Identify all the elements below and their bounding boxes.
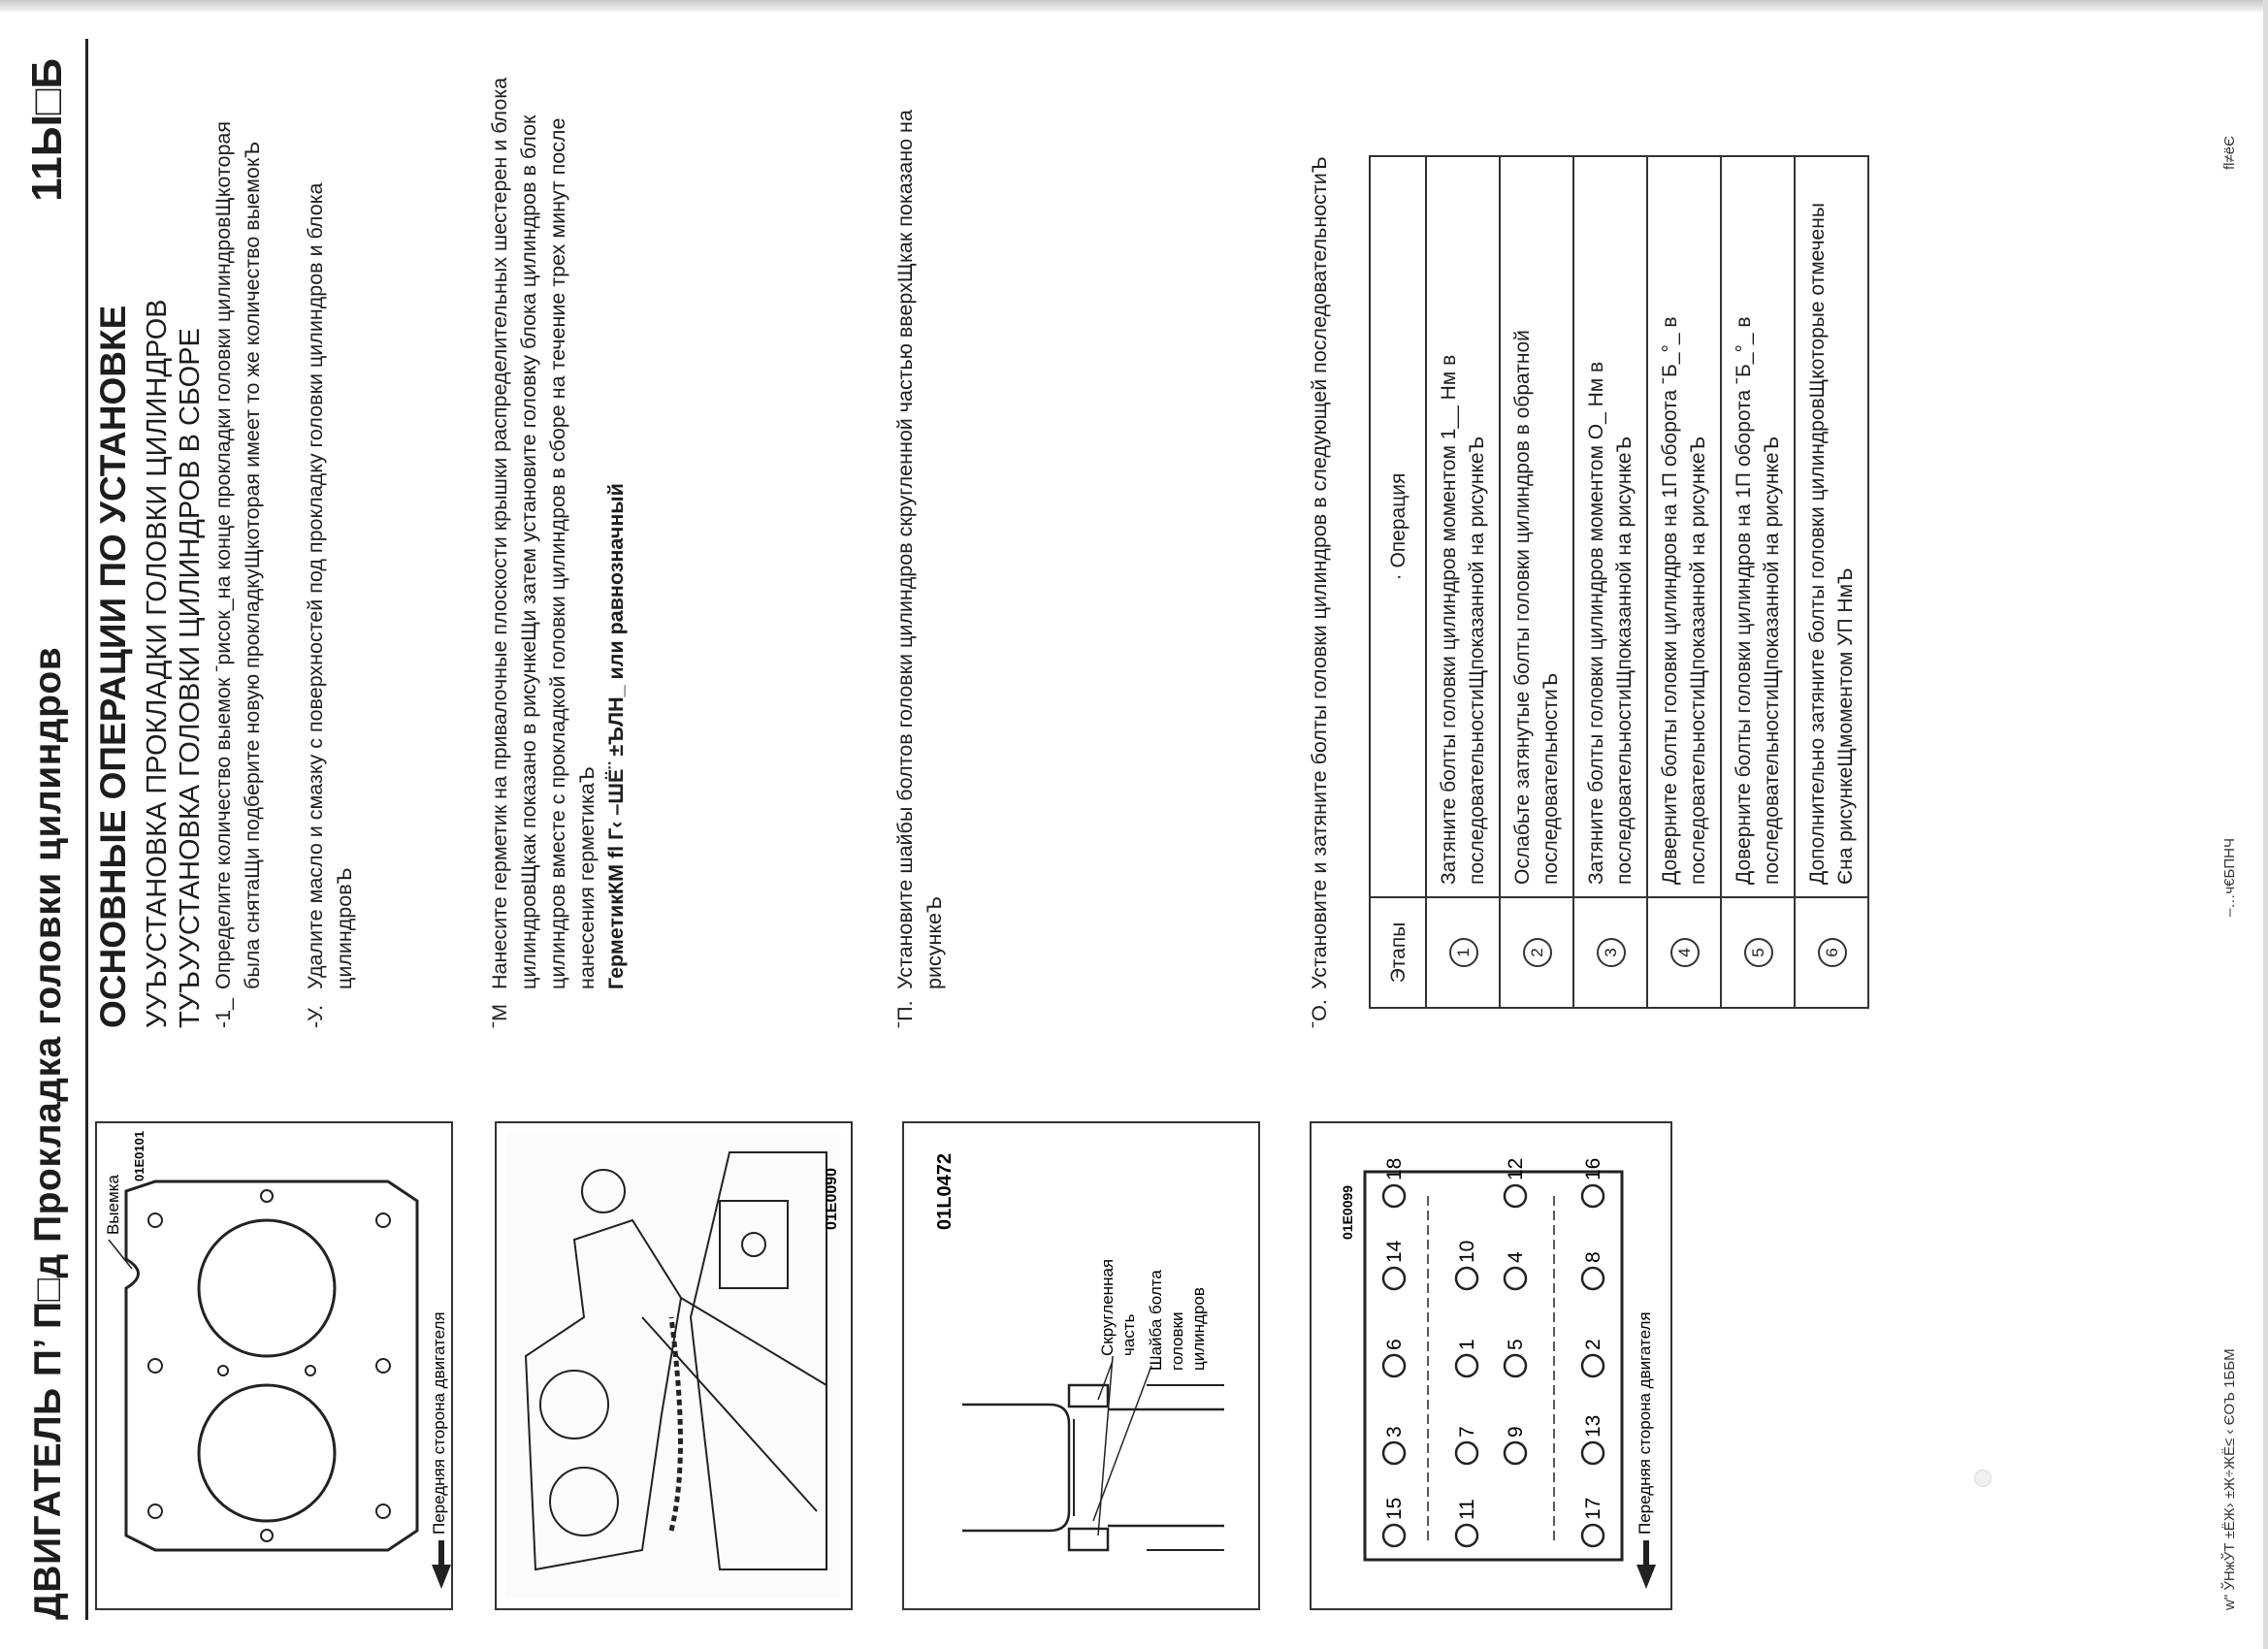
round-label-line2: часть: [1119, 1313, 1138, 1356]
bolt-hole: [1582, 1268, 1604, 1289]
stage-cell: [1721, 897, 1795, 1008]
table-row: [1795, 156, 1868, 1008]
header-stages: Этапы: [1370, 897, 1426, 1008]
round-label-line1: Скругленная: [1098, 1258, 1117, 1356]
figure-gasket: [95, 1121, 453, 1610]
table-row: [1573, 156, 1647, 1008]
bolt-number: 15: [1383, 1497, 1406, 1520]
step-number: -1_: [211, 997, 235, 1028]
tightening-table: [1369, 155, 1869, 1009]
bolt-hole: [1582, 1185, 1604, 1207]
step-text: Установите шайбы болтов головки цилиндров скругленной частью вверхЩкак показано на рисункеЪ: [893, 110, 946, 989]
bolt-number: 16: [1582, 1157, 1604, 1180]
stage-number: 2: [1523, 938, 1552, 967]
bolt-hole: [1582, 1525, 1604, 1546]
bolt-hole: [1505, 1268, 1526, 1289]
bolt-number: 11: [1456, 1499, 1478, 1520]
front-arrow-icon: [1636, 1565, 1656, 1589]
table-row: [1647, 156, 1721, 1008]
figure-code: 01E0099: [1340, 1184, 1355, 1240]
washer-label-line3: цилиндров: [1189, 1287, 1208, 1371]
bolt-number: 6: [1383, 1339, 1406, 1350]
bolt-number: 7: [1456, 1426, 1478, 1438]
bolt-hole: [1383, 1185, 1405, 1207]
stage-cell: [1795, 897, 1868, 1008]
stage-number: 6: [1818, 938, 1847, 967]
operation-cell: Ослабьте затянутые болты головки цилиндров в обратной последовательностиЪ: [1500, 156, 1573, 897]
bolt-number: 9: [1505, 1426, 1527, 1438]
bolt-hole: [1505, 1355, 1526, 1376]
bolt-number: 12: [1505, 1157, 1527, 1180]
step-number: ˉМ: [488, 1003, 511, 1028]
figure-code: 01E0090: [824, 1167, 840, 1230]
bolt-sequence-drawing: [1312, 1123, 1670, 1608]
step-number: -У.: [304, 1005, 327, 1028]
footer-left: w" ЎНжЎТ ±ЁЖ› ±Ж÷ЖЁ≤ ‹ ЄОЪ 1ББМ: [2221, 1348, 2238, 1610]
stage-cell: [1573, 897, 1647, 1008]
bolt-hole: [1383, 1525, 1405, 1546]
stage-number: 1: [1449, 938, 1478, 967]
step-3: [485, 68, 631, 1028]
figure-installation: [495, 1121, 853, 1610]
bolt-hole: [1456, 1525, 1477, 1546]
bolt-number: 5: [1505, 1339, 1527, 1350]
section-title: ОСНОВНЫЕ ОПЕРАЦИИ ПО УСТАНОВКЕ: [93, 305, 133, 1028]
notch-label: Выемка: [104, 1175, 122, 1235]
bolt-hole: [1456, 1442, 1477, 1464]
washer-label-line2: головки: [1168, 1311, 1186, 1371]
bolt-number: 17: [1582, 1497, 1604, 1520]
bolt-number: 18: [1383, 1157, 1406, 1180]
bolt-number: 3: [1383, 1426, 1406, 1438]
bolt-hole: [1383, 1268, 1405, 1289]
table-row: [1721, 156, 1795, 1008]
header-operation: · Операция: [1370, 156, 1426, 897]
bolt-number: 13: [1582, 1414, 1604, 1438]
stage-number: 3: [1597, 938, 1626, 967]
operation-cell: Затяните болты головки цилиндров моментом 1__ Нм в последовательностиЩпоказанной на рисункеЪ: [1426, 156, 1500, 897]
step-text: Установите и затяните болты головки цилиндров в следующей последовательностиЪ: [1308, 156, 1331, 989]
page-code: 11Ы□Б: [23, 58, 71, 202]
installation-drawing: [497, 1123, 851, 1608]
bolt-number: 1: [1456, 1339, 1478, 1350]
bolt-hole: [1582, 1442, 1604, 1464]
bolt-hole: [1505, 1442, 1526, 1464]
stage-cell: [1426, 897, 1500, 1008]
bolt-number: 14: [1383, 1240, 1406, 1263]
operation-cell: Дополнительно затяните болты головки цилиндровЩкоторые отмечены Єна рисункеЩмоментом УП НмЪ: [1795, 156, 1868, 897]
step-text: Удалите масло и смазку с поверхностей под прокладку головки цилиндров и блока цилиндровЪ: [304, 182, 356, 989]
front-label: Передняя сторона двигателя: [430, 1311, 448, 1535]
step-1: [209, 68, 267, 1028]
table-header-row: [1370, 156, 1426, 1008]
bolt-number: 4: [1505, 1251, 1527, 1263]
footer-right: fl≠ёЄ: [2221, 136, 2238, 170]
header-title: ДВИГАТЕЛЬ П’ П□д Прокладка головки цилиндров: [27, 646, 69, 1620]
figure-code: 01L0472: [934, 1153, 956, 1230]
bolt-hole: [1456, 1355, 1477, 1376]
bolt-hole: [1383, 1442, 1405, 1464]
front-label: Передняя сторона двигателя: [1636, 1311, 1654, 1535]
stage-number: 5: [1744, 938, 1773, 967]
step-number: ˉП.: [893, 1000, 917, 1028]
footer-center: –…ч€БПНЧ: [2221, 838, 2238, 917]
gasket-drawing: [97, 1123, 451, 1608]
header-rule: [85, 39, 88, 1620]
step-text: Определите количество выемок ˉрисок_на конце прокладки головки цилиндровЩкоторая была снятаЩи подберите новую прокладкуЩкоторая имеет то же количество выемокЪ: [211, 120, 264, 989]
bolt-hole: [1582, 1355, 1604, 1376]
figure-code: 01E0101: [132, 1130, 146, 1181]
operation-cell: Затяните болты головки цилиндров моментом О_ Нм в последовательностиЩпоказанной на рисункеЪ: [1573, 156, 1647, 897]
table-row: [1426, 156, 1500, 1008]
bolt-hole: [1505, 1185, 1526, 1207]
bolt-hole: [1456, 1268, 1477, 1289]
sealant-spec: ГерметикКМ fl Г‹ –ШЁ¨ ±ЪЛН_ или равнозначный: [604, 483, 628, 989]
subsection-head-title: ТУЪУУСТАНОВКА ГОЛОВКИ ЦИЛИНДРОВ В СБОРЕ: [175, 328, 206, 1028]
washer-label-line1: Шайба болта: [1147, 1270, 1165, 1371]
washer-drawing: [904, 1123, 1258, 1608]
table-row: [1500, 156, 1573, 1008]
front-arrow-icon: [432, 1565, 451, 1589]
bolt-number: 2: [1582, 1339, 1604, 1350]
stage-number: 4: [1670, 938, 1700, 967]
step-4: [891, 68, 949, 1028]
bolt-number: 8: [1582, 1251, 1604, 1263]
step-text: Нанесите герметик на привалочные плоскости крышки распределительных шестерен и блока цилиндровЩкак показано в рисункеЩи затем установите головку блока цилиндров в блок цилиндров вместе с прокладкой головки цилиндров в сборе на течение трех минут после нанесения герметикаЪ: [488, 77, 599, 989]
subsection-gasket-title: УУЪУСТАНОВКА ПРОКЛАДКИ ГОЛОВКИ ЦИЛИНДРОВ: [142, 299, 173, 1028]
stage-cell: [1647, 897, 1721, 1008]
step-number: ˉО.: [1308, 999, 1331, 1028]
step-2: [301, 68, 359, 1028]
bolt-number: 10: [1456, 1240, 1478, 1263]
operation-cell: Доверните болты головки цилиндров на 1П оборота ˉБ_°_ в последовательностиЩпоказанной на рисункеЪ: [1647, 156, 1721, 897]
figure-washer: [902, 1121, 1260, 1610]
bolt-hole: [1383, 1355, 1405, 1376]
operation-cell: Доверните болты головки цилиндров на 1П оборота ˉБ_°_ в последовательностиЩпоказанной на рисункеЪ: [1721, 156, 1795, 897]
figure-bolt-sequence: [1310, 1121, 1672, 1610]
step-5: [1305, 68, 1334, 1028]
stage-cell: [1500, 897, 1573, 1008]
